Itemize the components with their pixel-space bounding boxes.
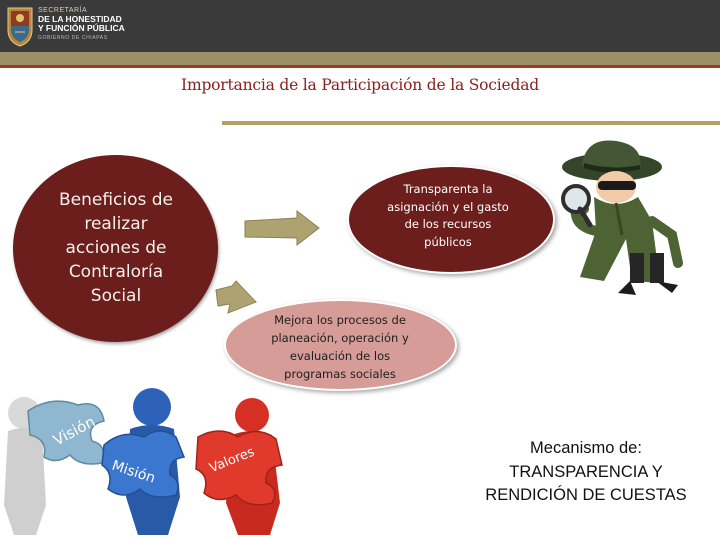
slide-title: Importancia de la Participación de la Sociedad: [181, 76, 539, 94]
puzzle-figure-vision: [4, 397, 104, 535]
logo-text: [38, 7, 125, 43]
benefit-1-line-1: Transparenta la: [403, 182, 493, 196]
gold-band: [0, 52, 720, 65]
benefit-transparency-text: [362, 181, 534, 251]
benefits-line-5: Social: [90, 286, 142, 306]
title-underline: [222, 121, 720, 125]
coat-of-arms-logo: [6, 4, 34, 48]
mechanism-line-3: RENDICIÓN DE CUESTAS: [485, 486, 687, 504]
puzzle-figure-values: [196, 398, 282, 535]
benefit-2-line-2: planeación, operación y: [271, 331, 409, 345]
benefit-2-line-4: programas sociales: [284, 367, 396, 381]
detective-magnifier-illustration: [560, 135, 710, 300]
logo-line-4: GOBIERNO DE CHIAPAS: [38, 35, 108, 41]
puzzle-figures-illustration: [0, 385, 300, 540]
mechanism-text: [470, 437, 702, 508]
benefit-1-line-3: de los recursos: [404, 217, 492, 231]
benefit-1-line-4: públicos: [424, 234, 472, 249]
mechanism-line-1: Mecanismo de:: [530, 439, 642, 457]
mechanism-line-2: TRANSPARENCIA Y: [509, 462, 663, 481]
puzzle-figure-mission: [102, 388, 184, 535]
red-divider: [0, 65, 720, 68]
benefit-processes-text: [250, 311, 430, 383]
benefits-circle-text: [40, 188, 192, 308]
benefits-line-1: Beneficios de: [58, 190, 174, 210]
arrow-down-right-icon: [214, 280, 258, 314]
logo-line-3: Y FUNCIÓN PÚBLICA: [38, 23, 125, 33]
benefits-line-4: Contraloría: [68, 262, 164, 282]
benefit-2-line-1: Mejora los procesos de: [274, 313, 406, 327]
benefit-1-line-2: asignación y el gasto: [387, 199, 509, 214]
puzzle-label-values: Valores: [207, 444, 257, 477]
header-bar: [0, 0, 720, 52]
logo-line-1: SECRETARÍA: [38, 7, 88, 14]
puzzle-label-vision: Visión: [50, 412, 99, 450]
benefit-2-line-3: evaluación de los: [289, 349, 391, 363]
benefits-line-2: realizar: [84, 214, 148, 234]
puzzle-label-mission: Misión: [109, 457, 158, 487]
arrow-right-icon: [243, 210, 321, 246]
benefits-line-3: acciones de: [65, 238, 167, 258]
logo-line-2: DE LA HONESTIDAD: [38, 14, 122, 24]
